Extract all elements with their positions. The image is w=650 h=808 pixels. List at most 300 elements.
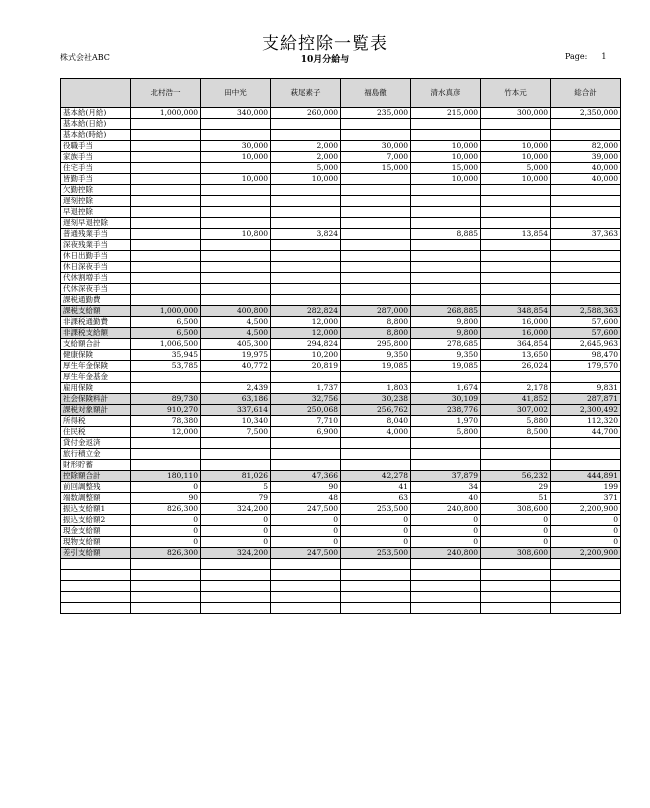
- table-cell: [341, 130, 411, 141]
- table-cell: [131, 229, 201, 240]
- table-cell: [201, 592, 271, 603]
- table-cell: [411, 130, 481, 141]
- table-cell: 0: [551, 515, 621, 526]
- table-cell: [411, 559, 481, 570]
- table-cell: 16,000: [481, 328, 551, 339]
- table-cell: 1,803: [341, 383, 411, 394]
- table-cell: [271, 592, 341, 603]
- table-cell: [411, 196, 481, 207]
- table-cell: [341, 559, 411, 570]
- table-cell: 15,000: [411, 163, 481, 174]
- table-body: [61, 108, 621, 614]
- table-cell: [271, 559, 341, 570]
- table-cell: [481, 295, 551, 306]
- table-cell: 32,756: [271, 394, 341, 405]
- company-name: 株式会社ABC: [60, 53, 110, 62]
- table-cell: 90: [271, 482, 341, 493]
- row-label: 厚生年金保険: [61, 361, 131, 372]
- table-cell: [271, 207, 341, 218]
- table-cell: 10,000: [201, 174, 271, 185]
- table-cell: 238,776: [411, 405, 481, 416]
- table-cell: [481, 273, 551, 284]
- table-cell: [551, 592, 621, 603]
- table-cell: 37,879: [411, 471, 481, 482]
- table-cell: 10,000: [411, 174, 481, 185]
- table-cell: 268,885: [411, 306, 481, 317]
- table-cell: 40: [411, 493, 481, 504]
- table-cell: 89,730: [131, 394, 201, 405]
- row-label: 控除額合計: [61, 471, 131, 482]
- row-label: 早退控除: [61, 207, 131, 218]
- table-cell: [201, 581, 271, 592]
- table-row: [61, 372, 621, 383]
- table-cell: [551, 284, 621, 295]
- table-cell: [411, 449, 481, 460]
- table-cell: 400,800: [201, 306, 271, 317]
- table-cell: [271, 372, 341, 383]
- table-cell: [131, 207, 201, 218]
- table-cell: [341, 174, 411, 185]
- table-cell: [201, 273, 271, 284]
- table-row: [61, 449, 621, 460]
- table-cell: 260,000: [271, 108, 341, 119]
- row-label: 基本給(月給): [61, 108, 131, 119]
- table-cell: 10,000: [481, 141, 551, 152]
- table-cell: 2,350,000: [551, 108, 621, 119]
- table-cell: [411, 570, 481, 581]
- row-label: 社会保険料計: [61, 394, 131, 405]
- table-cell: 9,831: [551, 383, 621, 394]
- table-cell: 90: [131, 493, 201, 504]
- table-cell: [201, 603, 271, 614]
- table-cell: [271, 438, 341, 449]
- table-cell: 1,000,000: [131, 306, 201, 317]
- table-cell: 35,945: [131, 350, 201, 361]
- table-cell: [201, 207, 271, 218]
- row-label: 基本給(日給): [61, 119, 131, 130]
- table-cell: 19,085: [341, 361, 411, 372]
- table-cell: 287,871: [551, 394, 621, 405]
- table-cell: 3,824: [271, 229, 341, 240]
- table-cell: 12,000: [271, 328, 341, 339]
- table-cell: [341, 229, 411, 240]
- table-cell: [131, 119, 201, 130]
- table-cell: [481, 196, 551, 207]
- table-cell: 295,800: [341, 339, 411, 350]
- table-cell: 0: [341, 515, 411, 526]
- table-cell: 2,439: [201, 383, 271, 394]
- table-cell: [131, 196, 201, 207]
- column-header: 竹本元: [481, 79, 551, 108]
- table-cell: 294,824: [271, 339, 341, 350]
- table-cell: 2,178: [481, 383, 551, 394]
- table-cell: [201, 438, 271, 449]
- row-label: 非課税支給額: [61, 328, 131, 339]
- table-row: [61, 350, 621, 361]
- table-cell: 240,800: [411, 504, 481, 515]
- row-label: 雇用保険: [61, 383, 131, 394]
- table-cell: [131, 295, 201, 306]
- table-cell: 256,762: [341, 405, 411, 416]
- table-cell: [201, 262, 271, 273]
- table-cell: 4,500: [201, 317, 271, 328]
- table-cell: [271, 295, 341, 306]
- table-row: [61, 438, 621, 449]
- table-cell: 51: [481, 493, 551, 504]
- table-cell: 1,970: [411, 416, 481, 427]
- table-cell: [551, 218, 621, 229]
- table-cell: 26,024: [481, 361, 551, 372]
- report-subtitle: 10月分給与: [300, 55, 350, 65]
- table-cell: 2,588,363: [551, 306, 621, 317]
- table-cell: 12,000: [271, 317, 341, 328]
- table-cell: 57,600: [551, 317, 621, 328]
- table-row: [61, 570, 621, 581]
- table-cell: [131, 152, 201, 163]
- table-cell: [551, 603, 621, 614]
- table-row: [61, 405, 621, 416]
- table-cell: [201, 449, 271, 460]
- row-label: 代休割増手当: [61, 273, 131, 284]
- table-cell: 0: [411, 515, 481, 526]
- table-cell: 0: [131, 537, 201, 548]
- table-cell: 13,854: [481, 229, 551, 240]
- table-cell: 300,000: [481, 108, 551, 119]
- table-cell: 2,000: [271, 141, 341, 152]
- table-cell: 9,350: [341, 350, 411, 361]
- table-cell: 2,300,492: [551, 405, 621, 416]
- table-cell: 1,000,000: [131, 108, 201, 119]
- table-row: [61, 592, 621, 603]
- table-cell: [131, 383, 201, 394]
- row-label: 休日出勤手当: [61, 251, 131, 262]
- table-cell: [481, 581, 551, 592]
- table-cell: [201, 130, 271, 141]
- table-row: [61, 394, 621, 405]
- table-row: [61, 229, 621, 240]
- table-row: [61, 174, 621, 185]
- table-cell: [131, 570, 201, 581]
- table-row: [61, 163, 621, 174]
- table-cell: [271, 581, 341, 592]
- table-cell: [131, 273, 201, 284]
- table-cell: [131, 240, 201, 251]
- table-cell: 0: [131, 482, 201, 493]
- table-cell: [201, 295, 271, 306]
- table-cell: 8,800: [341, 317, 411, 328]
- table-cell: [551, 130, 621, 141]
- table-cell: 10,800: [201, 229, 271, 240]
- table-cell: 405,300: [201, 339, 271, 350]
- table-cell: [131, 284, 201, 295]
- table-cell: [411, 603, 481, 614]
- table-cell: 0: [271, 537, 341, 548]
- table-cell: [481, 185, 551, 196]
- table-cell: 5,800: [411, 427, 481, 438]
- table-cell: 30,000: [201, 141, 271, 152]
- row-label: 課税通勤費: [61, 295, 131, 306]
- table-cell: 308,600: [481, 504, 551, 515]
- table-cell: 10,200: [271, 350, 341, 361]
- header-corner: [61, 79, 131, 108]
- table-cell: [201, 284, 271, 295]
- table-cell: [341, 262, 411, 273]
- table-cell: [271, 119, 341, 130]
- table-cell: 8,500: [481, 427, 551, 438]
- table-cell: 7,000: [341, 152, 411, 163]
- table-cell: 7,710: [271, 416, 341, 427]
- row-label: 振込支給額2: [61, 515, 131, 526]
- row-label: 支給額合計: [61, 339, 131, 350]
- table-cell: [131, 251, 201, 262]
- table-cell: 247,500: [271, 504, 341, 515]
- table-cell: 0: [201, 515, 271, 526]
- table-cell: [271, 262, 341, 273]
- header-row: [61, 79, 621, 108]
- table-cell: 0: [131, 515, 201, 526]
- table-cell: [131, 141, 201, 152]
- table-cell: [131, 581, 201, 592]
- table-row: [61, 185, 621, 196]
- table-cell: [201, 570, 271, 581]
- table-cell: [201, 251, 271, 262]
- payroll-table: [60, 78, 621, 614]
- table-cell: 0: [341, 526, 411, 537]
- table-cell: [341, 592, 411, 603]
- table-row: [61, 339, 621, 350]
- table-cell: [481, 592, 551, 603]
- table-cell: 41: [341, 482, 411, 493]
- table-cell: [271, 185, 341, 196]
- table-cell: 8,040: [341, 416, 411, 427]
- table-row: [61, 460, 621, 471]
- table-cell: 12,000: [131, 427, 201, 438]
- row-label: [61, 570, 131, 581]
- table-cell: [341, 196, 411, 207]
- table-cell: 0: [481, 526, 551, 537]
- row-label: 貸付金返済: [61, 438, 131, 449]
- row-label: 役職手当: [61, 141, 131, 152]
- table-cell: 7,500: [201, 427, 271, 438]
- table-row: [61, 427, 621, 438]
- table-cell: [551, 438, 621, 449]
- table-cell: 444,891: [551, 471, 621, 482]
- table-cell: [271, 218, 341, 229]
- table-cell: 4,000: [341, 427, 411, 438]
- table-cell: [481, 460, 551, 471]
- table-cell: 287,000: [341, 306, 411, 317]
- table-cell: 8,885: [411, 229, 481, 240]
- table-cell: [551, 449, 621, 460]
- row-label: 家族手当: [61, 152, 131, 163]
- table-cell: [551, 185, 621, 196]
- table-row: [61, 361, 621, 372]
- table-cell: [481, 438, 551, 449]
- table-cell: 20,819: [271, 361, 341, 372]
- table-row: [61, 581, 621, 592]
- column-header: 北村浩一: [131, 79, 201, 108]
- table-cell: [341, 460, 411, 471]
- table-cell: 910,270: [131, 405, 201, 416]
- table-cell: [131, 185, 201, 196]
- row-label: 休日深夜手当: [61, 262, 131, 273]
- table-cell: 199: [551, 482, 621, 493]
- table-cell: 253,500: [341, 548, 411, 559]
- table-cell: 13,650: [481, 350, 551, 361]
- table-cell: [341, 438, 411, 449]
- table-cell: [411, 207, 481, 218]
- table-row: [61, 504, 621, 515]
- row-label: 現物支給額: [61, 537, 131, 548]
- table-cell: 6,900: [271, 427, 341, 438]
- table-cell: [341, 207, 411, 218]
- table-row: [61, 119, 621, 130]
- table-cell: 826,300: [131, 504, 201, 515]
- table-cell: [481, 603, 551, 614]
- table-row: [61, 207, 621, 218]
- row-label: 振込支給額1: [61, 504, 131, 515]
- table-cell: 79: [201, 493, 271, 504]
- table-row: [61, 317, 621, 328]
- table-cell: [481, 284, 551, 295]
- table-cell: [271, 130, 341, 141]
- table-cell: 47,366: [271, 471, 341, 482]
- table-cell: 48: [271, 493, 341, 504]
- table-row: [61, 273, 621, 284]
- row-label: 前回調整残: [61, 482, 131, 493]
- table-cell: [271, 196, 341, 207]
- table-cell: 8,800: [341, 328, 411, 339]
- table-cell: 4,500: [201, 328, 271, 339]
- row-label: 代休深夜手当: [61, 284, 131, 295]
- table-cell: [131, 603, 201, 614]
- table-row: [61, 493, 621, 504]
- table-cell: 57,600: [551, 328, 621, 339]
- table-cell: [551, 460, 621, 471]
- table-cell: [131, 174, 201, 185]
- column-header: 萩尾素子: [271, 79, 341, 108]
- table-cell: [131, 438, 201, 449]
- table-cell: 250,068: [271, 405, 341, 416]
- table-cell: 247,500: [271, 548, 341, 559]
- table-row: [61, 218, 621, 229]
- table-cell: [341, 449, 411, 460]
- table-cell: [201, 196, 271, 207]
- table-cell: [551, 559, 621, 570]
- row-label: 基本給(時給): [61, 130, 131, 141]
- row-label: 旅行積立金: [61, 449, 131, 460]
- table-cell: [481, 130, 551, 141]
- table-cell: 0: [411, 526, 481, 537]
- table-row: [61, 603, 621, 614]
- table-cell: 63: [341, 493, 411, 504]
- column-header: 田中光: [201, 79, 271, 108]
- table-cell: 324,200: [201, 548, 271, 559]
- table-row: [61, 196, 621, 207]
- table-cell: [411, 460, 481, 471]
- row-label: 遅刻早退控除: [61, 218, 131, 229]
- column-header: 総合計: [551, 79, 621, 108]
- page-label: Page:: [565, 52, 588, 61]
- table-cell: 10,340: [201, 416, 271, 427]
- row-label: 普通残業手当: [61, 229, 131, 240]
- table-cell: 37,363: [551, 229, 621, 240]
- table-cell: 5: [201, 482, 271, 493]
- table-cell: [201, 185, 271, 196]
- table-row: [61, 383, 621, 394]
- table-cell: 63,186: [201, 394, 271, 405]
- table-cell: [131, 559, 201, 570]
- table-cell: 235,000: [341, 108, 411, 119]
- table-cell: 278,685: [411, 339, 481, 350]
- table-cell: 308,600: [481, 548, 551, 559]
- table-cell: 0: [411, 537, 481, 548]
- row-label: 皆勤手当: [61, 174, 131, 185]
- table-cell: 1,737: [271, 383, 341, 394]
- table-cell: 0: [201, 526, 271, 537]
- row-label: 課税支給額: [61, 306, 131, 317]
- row-label: [61, 603, 131, 614]
- table-cell: 282,824: [271, 306, 341, 317]
- table-row: [61, 141, 621, 152]
- table-cell: [481, 449, 551, 460]
- table-cell: 10,000: [271, 174, 341, 185]
- table-cell: 40,772: [201, 361, 271, 372]
- table-cell: 2,200,900: [551, 504, 621, 515]
- table-cell: [131, 449, 201, 460]
- table-cell: [551, 262, 621, 273]
- table-cell: 19,975: [201, 350, 271, 361]
- table-cell: 179,570: [551, 361, 621, 372]
- row-label: 財形貯蓄: [61, 460, 131, 471]
- table-cell: [411, 218, 481, 229]
- table-cell: 98,470: [551, 350, 621, 361]
- table-row: [61, 152, 621, 163]
- table-cell: [341, 185, 411, 196]
- table-cell: 0: [551, 526, 621, 537]
- table-cell: [341, 570, 411, 581]
- table-cell: [411, 592, 481, 603]
- table-cell: 9,800: [411, 328, 481, 339]
- table-cell: [271, 449, 341, 460]
- table-cell: [481, 119, 551, 130]
- table-cell: 9,800: [411, 317, 481, 328]
- table-cell: [271, 284, 341, 295]
- table-cell: [411, 262, 481, 273]
- table-cell: 10,000: [481, 174, 551, 185]
- table-cell: [411, 185, 481, 196]
- table-cell: [201, 218, 271, 229]
- table-cell: [481, 251, 551, 262]
- table-row: [61, 526, 621, 537]
- row-label: 非課税通勤費: [61, 317, 131, 328]
- table-cell: 337,614: [201, 405, 271, 416]
- table-cell: 826,300: [131, 548, 201, 559]
- table-row: [61, 515, 621, 526]
- table-cell: 10,000: [411, 152, 481, 163]
- row-label: [61, 592, 131, 603]
- table-cell: [551, 196, 621, 207]
- table-cell: 56,232: [481, 471, 551, 482]
- table-cell: 2,000: [271, 152, 341, 163]
- page-indicator: [565, 52, 606, 61]
- table-row: [61, 251, 621, 262]
- row-label: 深夜残業手当: [61, 240, 131, 251]
- row-label: 端数調整額: [61, 493, 131, 504]
- table-cell: 1,674: [411, 383, 481, 394]
- table-cell: 30,000: [341, 141, 411, 152]
- table-cell: 5,880: [481, 416, 551, 427]
